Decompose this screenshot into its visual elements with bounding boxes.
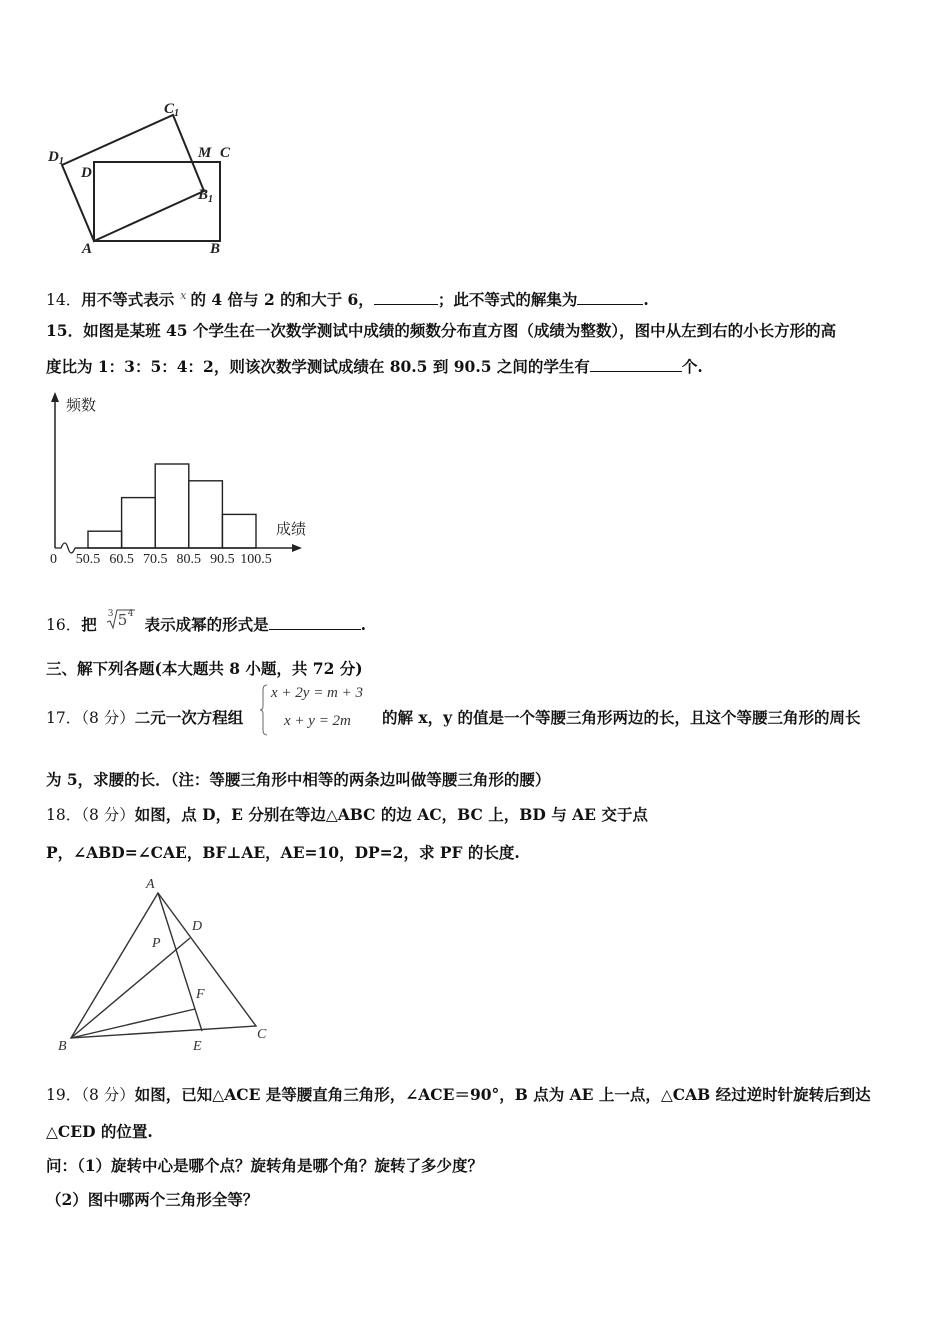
triangle-figure — [50, 872, 280, 1057]
label-a: A — [82, 241, 93, 257]
x-tick-label: 80.5 — [176, 552, 202, 567]
label-a: A — [146, 877, 155, 892]
variable-x: x — [180, 289, 187, 302]
question-19-line2: △CED 的位置. — [46, 1122, 153, 1141]
label-e: E — [193, 1039, 202, 1054]
label-c1: $C_1$ — [164, 101, 180, 119]
section-3-title: 三、解下列各题(本大题共 8 小题，共 72 分) — [46, 659, 363, 678]
question-17-cont: 的解 x，y 的值是一个等腰三角形两边的长，且这个等腰三角形的周长 — [382, 708, 861, 727]
label-b: B — [58, 1039, 67, 1054]
question-19-line3: 问：（1）旋转中心是哪个点？旋转角是哪个角？旋转了多少度？ — [46, 1156, 484, 1175]
label-b1: $B_1$ — [198, 187, 214, 205]
answer-blank — [590, 357, 682, 372]
x-tick-label: 90.5 — [210, 552, 235, 567]
label-c: C — [220, 145, 231, 161]
x-tick-label: 60.5 — [109, 552, 134, 567]
label-p: P — [152, 936, 161, 951]
question-15-line2: 度比为 1：3：5：4：2，则该次数学测试成绩在 80.5 到 90.5 之间的学生有 个. — [46, 357, 703, 376]
label-d: D — [192, 919, 203, 934]
question-17: 17．（8 分）二元一次方程组 — [46, 708, 244, 727]
label-d: D — [81, 165, 92, 181]
answer-blank — [269, 615, 361, 630]
label-m: M — [198, 145, 212, 161]
question-number: 19． — [46, 1086, 82, 1104]
frequency-histogram — [44, 388, 334, 568]
question-16: 16．把 3 5 4 表示成幂的形式是 . — [46, 609, 367, 634]
label-c: C — [257, 1027, 267, 1042]
answer-blank — [374, 290, 438, 305]
x-tick-label: 50.5 — [75, 552, 101, 567]
equation-2: x + y = 2m — [284, 713, 351, 729]
histogram-bar-60.5-70.5 — [122, 498, 156, 548]
label-f: F — [196, 987, 205, 1002]
question-17-line2: 为 5，求腰的长．（注：等腰三角形中相等的两条边叫做等腰三角形的腰） — [46, 770, 551, 789]
question-18-line1: 18．（8 分）如图，点 D，E 分别在等边△ABC 的边 AC，BC 上，BD 与 AE 交于点 — [46, 805, 648, 824]
segment-ae — [158, 893, 202, 1031]
rotated-rectangle-figure — [40, 95, 270, 265]
label-b: B — [210, 241, 221, 257]
label-d1: $D_1$ — [48, 149, 64, 167]
answer-blank — [577, 290, 643, 305]
x-tick-label: 70.5 — [142, 552, 168, 567]
question-number: 18． — [46, 806, 82, 824]
question-15-line1: 15．如图是某班 45 个学生在一次数学测试中成绩的频数分布直方图（成绩为整数），图中从左到右的小长方形的高 — [46, 321, 837, 340]
question-19-line1: 19．（8 分）如图，已知△ACE 是等腰直角三角形，∠ACE＝90°，B 点为 AE 上一点，△CAB 经过逆时针旋转后到达 — [46, 1085, 871, 1104]
y-axis-label: 频数 — [66, 396, 97, 414]
radical-expression: 3 5 4 — [107, 609, 134, 629]
origin-label: 0 — [50, 552, 57, 567]
histogram-bar-90.5-100.5 — [222, 514, 256, 548]
histogram-bar-50.5-60.5 — [88, 531, 122, 548]
question-number: 17． — [46, 709, 82, 727]
histogram-bar-70.5-80.5 — [155, 464, 189, 548]
histogram-bar-80.5-90.5 — [189, 481, 223, 548]
question-number: 16． — [46, 616, 82, 634]
question-number: 14． — [46, 291, 82, 309]
segment-bd — [71, 938, 190, 1038]
equation-1: x + 2y = m + 3 — [271, 685, 364, 701]
question-19-line4: （2）图中哪两个三角形全等？ — [46, 1190, 259, 1209]
x-tick-label: 100.5 — [240, 552, 272, 567]
question-14: 14．用不等式表示 $^x$ 的 4 倍与 2 的和大于 6， ；此不等式的解集为 . — [46, 289, 649, 309]
x-axis-label: 成绩 — [276, 520, 307, 538]
question-18-line2: P，∠ABD=∠CAE，BF⊥AE，AE=10，DP=2，求 PF 的长度. — [46, 843, 520, 862]
equation-brace — [259, 684, 269, 736]
